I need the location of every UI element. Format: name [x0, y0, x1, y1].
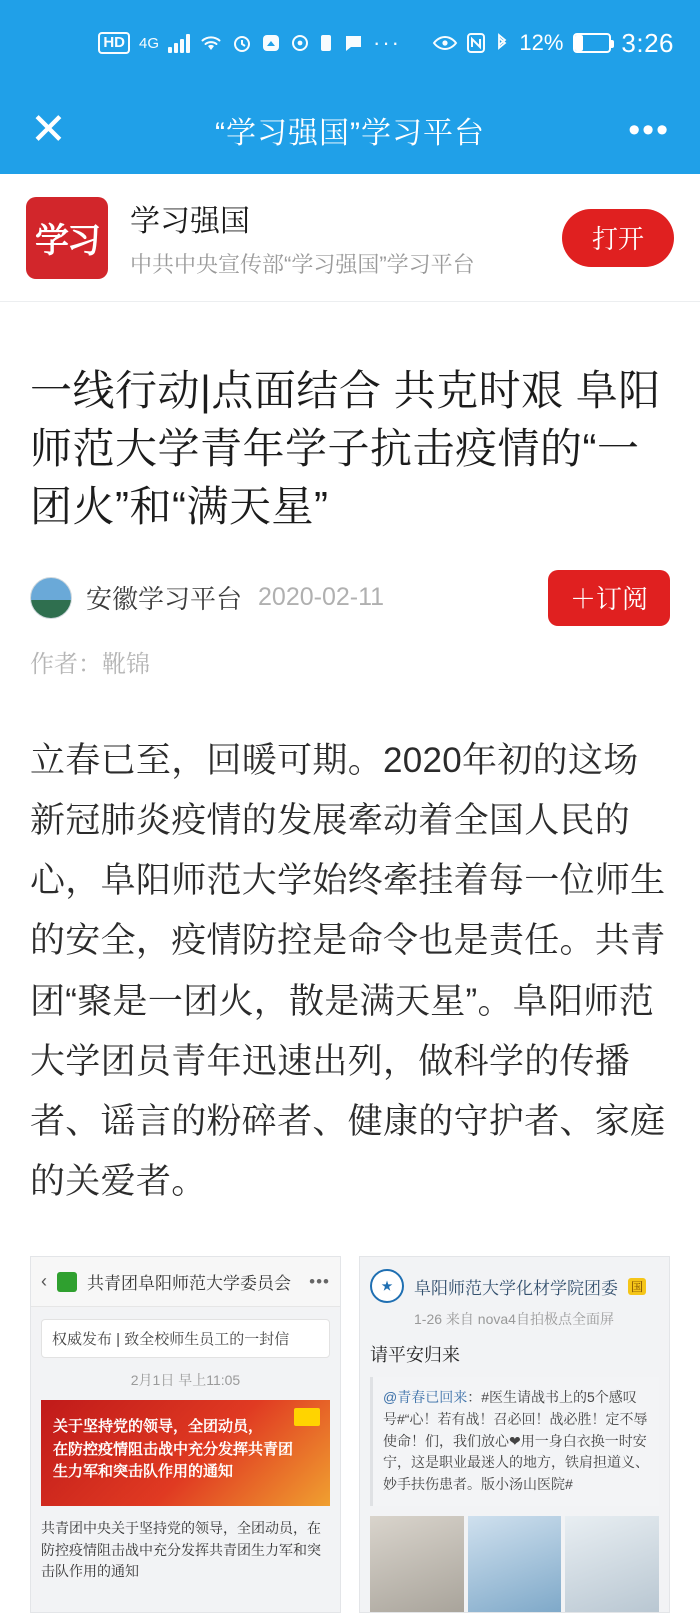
network-type-label: 4G: [139, 34, 160, 52]
poster-line-3: 生力军和突击队作用的通知: [53, 1463, 234, 1481]
app-promo-banner: [0, 174, 700, 302]
close-icon[interactable]: ✕: [30, 105, 67, 154]
article-image-row: [30, 1256, 670, 1612]
weibo-image-2: [468, 1516, 562, 1612]
status-bar: [0, 0, 700, 86]
weibo-image-3: [565, 1516, 659, 1612]
more-options-icon[interactable]: •••: [628, 110, 670, 149]
eye-care-icon: [433, 34, 457, 52]
article-date-label: 2020-02-11: [258, 583, 385, 612]
message-icon: [342, 33, 364, 53]
article-headline: 一线行动|点面结合 共克时艰 阜阳师范大学青年学子抗击疫情的“一团火”和“满天星”: [30, 367, 661, 530]
hd-icon: HD: [98, 32, 130, 54]
screenshot-icon: [261, 33, 281, 53]
weibo-quoted-text: [370, 1377, 659, 1505]
flag-icon: [294, 1408, 320, 1426]
battery-icon: [573, 33, 611, 53]
article-author-label: 作者：靴锦: [30, 650, 150, 678]
article-byline: [30, 570, 670, 626]
nav-bar: [0, 86, 700, 174]
screenshot-wechat-article[interactable]: [30, 1256, 341, 1612]
weibo-image-1: [370, 1516, 464, 1612]
weibo-mention: @青春已回来: [383, 1389, 468, 1406]
location-icon: [290, 33, 310, 53]
weibo-quote-body: ：#医生请战书上的5个感叹号#“心！若有战！召必回！战必胜！定不辱使命！们，我们放心❤用一身白衣换一时安宁，这是职业最迷人的地方，铁肩担道义、妙手扶伤患者。版小汤山医院#: [383, 1389, 649, 1493]
wechat-header: [31, 1257, 340, 1307]
back-icon: ‹: [41, 1271, 47, 1292]
content-spacer: [30, 302, 670, 362]
article-body-paragraph: 立春已至，回暖可期。2020年初的这场新冠肺炎疫情的发展牽动着全国人民的心，阜阳师范大学始终牽挂着每一位师生的安全，疫情防控是命令也是责任。共青团“聚是一团火，散是满天星”。阜阳师范大学团员青年迅速出列，做科学的传播者、谣言的粉碎者、健康的守护者、家庭的关爱者。: [30, 740, 666, 1202]
signal-bars-icon: [168, 33, 190, 53]
avatar: [30, 577, 72, 619]
weibo-badge-icon: 国: [628, 1278, 646, 1295]
wechat-account-avatar: [57, 1272, 77, 1292]
subscribe-button[interactable]: ＋订阅: [548, 570, 670, 626]
weibo-account-name: 阜阳师范大学化材学院团委: [414, 1278, 618, 1298]
poster-caption: 共青团中央关于坚持党的领导，全团动员，在防控疫情阻击战中充分发挥共青团生力军和突击队作用的通知: [41, 1519, 321, 1580]
wechat-account-name: 共青团阜阳师范大学委员会: [87, 1274, 291, 1294]
status-right-icons: [433, 28, 674, 59]
poster-line-2: 在防控疫情阻击战中充分发挥共青团: [53, 1440, 294, 1458]
weibo-account-avatar: ★: [370, 1269, 404, 1303]
screenshot-weibo-post[interactable]: [359, 1256, 670, 1612]
app-logo-icon: 学习: [26, 197, 108, 279]
status-left-icons: [26, 30, 433, 56]
app-info: [130, 196, 562, 279]
clock-label: 3:26: [621, 27, 674, 58]
wechat-more-icon: •••: [309, 1271, 330, 1291]
open-app-button[interactable]: 打开: [562, 209, 674, 267]
app-subtitle-label: 中共中央宣传部“学习强国”学习平台: [130, 252, 475, 277]
wechat-post-time: 2月1日 早上11:05: [130, 1372, 241, 1389]
article-content: [0, 302, 700, 1613]
weibo-post-title: 请平安归来: [370, 1345, 460, 1366]
app-name-label: 学习强国: [130, 205, 250, 238]
wechat-article-tag: 权威发布 | 致全校师生员工的一封信: [41, 1319, 330, 1358]
bluetooth-icon: [495, 33, 509, 53]
wifi-icon: [199, 33, 223, 53]
sim-card-icon: [319, 33, 333, 53]
weibo-image-grid: [370, 1516, 659, 1612]
battery-percent-label: 12%: [519, 30, 564, 55]
weibo-post-time: 1-26 来自 nova4自拍极点全面屏: [414, 1311, 614, 1328]
status-more-icon: ···: [373, 30, 401, 55]
weibo-header: [360, 1257, 669, 1309]
poster-image: [41, 1400, 330, 1506]
page-title: “学习强国”学习平台: [215, 117, 485, 150]
article-source-label[interactable]: 安徽学习平台: [86, 584, 243, 615]
alarm-icon: [232, 33, 252, 53]
poster-line-1: 关于坚持党的领导，全团动员，: [53, 1418, 264, 1436]
nfc-icon: [467, 33, 485, 53]
